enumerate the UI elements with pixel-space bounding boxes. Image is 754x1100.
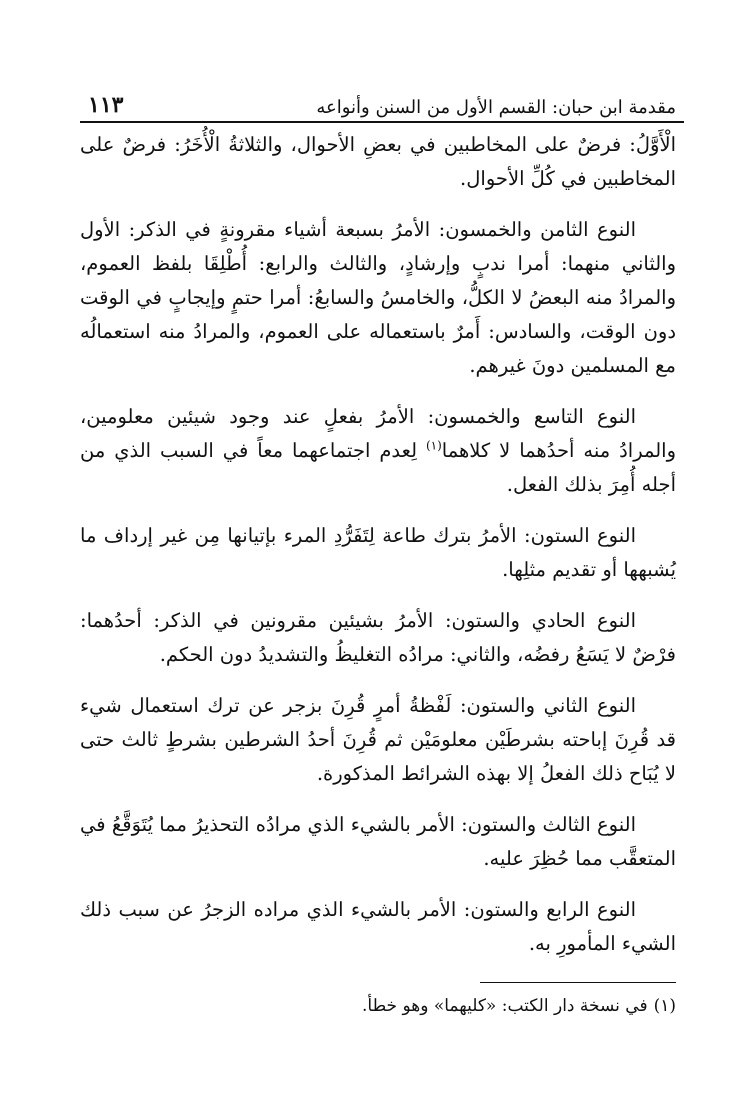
paragraph-text: الأمرُ بشيئين مقرونين في الذكر: أحدُهما: فرْضٌ لا يَسَعُ رفضُه، والثاني: مرادُه التغليظُ والتشديدُ دون الحكم. bbox=[80, 609, 676, 666]
paragraph-lead: النوع الثالث والستون: bbox=[461, 813, 636, 836]
footnote bbox=[80, 992, 676, 1020]
paragraph-type-59 bbox=[80, 400, 676, 502]
paragraph-lead: النوع الثامن والخمسون: bbox=[438, 218, 636, 241]
paragraph-type-63 bbox=[80, 808, 676, 876]
paragraph-text: الأمرُ بفعلٍ عند وجود شيئين معلومين، والمرادُ منه أحدُهما لا كلاهما bbox=[80, 405, 676, 462]
paragraph-type-64 bbox=[80, 893, 676, 961]
page-number: ١١٣ bbox=[88, 92, 124, 118]
paragraph-text: الْأَوَّلُ: فرضٌ على المخاطبين في بعضِ الأحوال، والثلاثةُ الْأُخَرُ: فرضٌ على المخاطبين في كُلِّ الأحوال. bbox=[80, 133, 676, 190]
paragraph-type-60 bbox=[80, 519, 676, 587]
paragraph-text: الأمرُ بترك طاعة لِتَفَرُّدِ المرء بإتيانها مِن غير إرداف ما يُشبهها أو تقديم مثلِها. bbox=[80, 524, 676, 581]
paragraph-text: الأمر بالشيء الذي مراده الزجرُ عن سبب ذلك الشيء المأمورِ به. bbox=[80, 898, 676, 955]
paragraph-text-continued: لِعدم اجتماعهما معاً في السبب الذي من أجله أُمِرَ بذلك الفعل. bbox=[80, 439, 676, 496]
footnote-text: في نسخة دار الكتب: «كليهما» وهو خطأ. bbox=[362, 996, 648, 1016]
paragraph-text: الأمرُ بسبعة أشياء مقرونةٍ في الذكر: الأول والثاني منهما: أمرا ندبٍ وإرشادٍ، والثالث والرابع: أُطْلِقَا بلفظ العموم، والمرادُ منه البعضُ لا الكلُّ، والخامسُ والسابعُ: أمرا حتمٍ وإيجابٍ في الوقت دون الوقت، والسادس: أَمرٌ باستعماله على العموم، والمرادُ منه استعمالُه مع المسلمين دونَ غيرهم. bbox=[80, 218, 676, 377]
paragraph-text: لَفْظةُ أمرٍ قُرِنَ بزجر عن ترك استعمال شيء قد قُرِنَ إباحته بشرطَيْن معلومَيْن ثم قُرِنَ أحدُ الشرطين بشرطٍ ثالث حتى لا يُبَاح ذلك الفعلُ إلا بهذه الشرائط المذكورة. bbox=[80, 694, 676, 785]
paragraph-lead: النوع الرابع والستون: bbox=[463, 898, 636, 921]
paragraph-lead: النوع الستون: bbox=[524, 524, 636, 547]
paragraph-type-61 bbox=[80, 604, 676, 672]
paragraph-type-62 bbox=[80, 689, 676, 791]
paragraph-lead: النوع الحادي والستون: bbox=[444, 609, 636, 632]
paragraph-type-58 bbox=[80, 213, 676, 383]
running-title: مقدمة ابن حبان: القسم الأول من السنن وأنواعه bbox=[316, 97, 676, 118]
paragraph-lead: النوع التاسع والخمسون: bbox=[427, 405, 636, 428]
main-text bbox=[80, 128, 676, 978]
page-header bbox=[88, 86, 676, 118]
paragraph-text: الأمر بالشيء الذي مرادُه التحذيرُ مما يُتَوَقَّعُ في المتعقَّب مما حُظِرَ عليه. bbox=[80, 813, 676, 870]
header-divider bbox=[80, 121, 684, 123]
footnote-number: (١) bbox=[653, 996, 676, 1016]
paragraph-lead: النوع الثاني والستون: bbox=[459, 694, 636, 717]
footnote-reference[interactable]: (١) bbox=[425, 438, 442, 453]
footnote-divider bbox=[480, 982, 676, 983]
paragraph-continuation bbox=[80, 128, 676, 196]
